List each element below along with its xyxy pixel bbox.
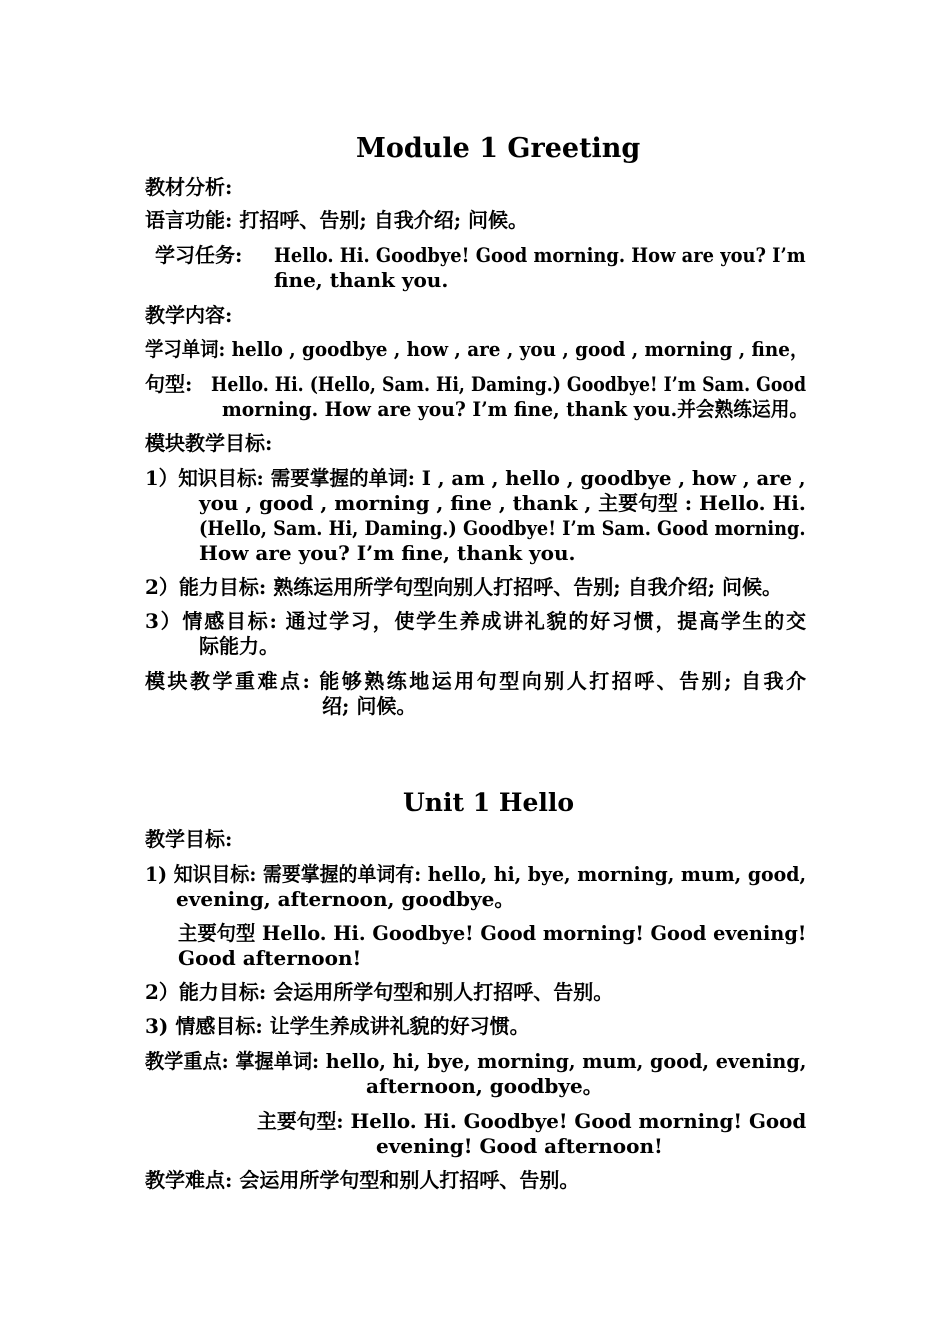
pattern-label: 句型: bbox=[145, 372, 193, 396]
content-label: 教学内容: bbox=[145, 303, 233, 327]
module-goal1-line4: How are you? I’m fine, thank you. bbox=[199, 541, 576, 565]
task-label: 学习任务: bbox=[155, 243, 243, 267]
unit-goal2: 2）能力目标: 会运用所学句型和别人打招呼、告别。 bbox=[145, 980, 614, 1004]
unit-key-pattern-line2: evening! Good afternoon! bbox=[376, 1134, 663, 1158]
pattern-line1: Hello. Hi. (Hello, Sam. Hi, Daming.) Goodbye! I’m Sam. Good bbox=[211, 372, 807, 396]
analysis-label: 教材分析: bbox=[145, 175, 233, 199]
unit-goals-label: 教学目标: bbox=[145, 827, 233, 851]
unit-difficulty: 教学难点: 会运用所学句型和别人打招呼、告别。 bbox=[145, 1168, 580, 1192]
unit-goal1-line2: evening, afternoon, goodbye。 bbox=[176, 887, 515, 911]
unit-pattern-line1: 主要句型 Hello. Hi. Goodbye! Good morning! Good evening! bbox=[178, 921, 807, 945]
module-goal1-line2: you , good , morning , fine , thank , 主要句型 : Hello. Hi. bbox=[199, 491, 806, 515]
unit-key-line2: afternoon, goodbye。 bbox=[366, 1074, 603, 1098]
module-goal1-line3: (Hello, Sam. Hi, Daming.) Goodbye! I’m Sam. Good morning. bbox=[199, 516, 806, 540]
task-text-line1: Hello. Hi. Goodbye! Good morning. How are you? I’m bbox=[274, 243, 806, 267]
module-goal1-line1: 1）知识目标: 需要掌握的单词: I , am , hello , goodbye , how , are , bbox=[145, 466, 806, 490]
unit-pattern-line2: Good afternoon! bbox=[178, 946, 362, 970]
module-keypoint-line2: 绍; 问候。 bbox=[322, 694, 417, 718]
pattern-line2: morning. How are you? I’m fine, thank you.并会熟练运用。 bbox=[222, 397, 809, 421]
module-title: Module 1 Greeting bbox=[356, 133, 641, 164]
language-function: 语言功能: 打招呼、告别; 自我介绍; 问候。 bbox=[145, 208, 529, 232]
module-keypoint-line1: 模块教学重难点: 能够熟练地运用句型向别人打招呼、告别; 自我介 bbox=[145, 669, 806, 693]
unit-goal1-line1: 1) 知识目标: 需要掌握的单词有: hello, hi, bye, morning, mum, good, bbox=[145, 862, 807, 886]
unit-key-line1: 教学重点: 掌握单词: hello, hi, bye, morning, mum, good, evening, bbox=[145, 1049, 807, 1073]
module-goal3-line1: 3）情感目标: 通过学习，使学生养成讲礼貌的好习惯，提高学生的交 bbox=[145, 609, 806, 633]
unit-goal3: 3) 情感目标: 让学生养成讲礼貌的好习惯。 bbox=[145, 1014, 530, 1038]
module-goal2: 2）能力目标: 熟练运用所学句型向别人打招呼、告别; 自我介绍; 问候。 bbox=[145, 575, 782, 599]
module-goal3-line2: 际能力。 bbox=[199, 634, 279, 658]
task-text-line2: fine, thank you. bbox=[274, 268, 449, 292]
module-goals-label: 模块教学目标: bbox=[145, 431, 273, 455]
unit-key-pattern-line1: 主要句型: Hello. Hi. Goodbye! Good morning! Good bbox=[257, 1109, 807, 1133]
unit-title: Unit 1 Hello bbox=[403, 788, 575, 817]
words-line: 学习单词: hello , goodbye , how , are , you , good , morning , fine， bbox=[145, 337, 809, 361]
